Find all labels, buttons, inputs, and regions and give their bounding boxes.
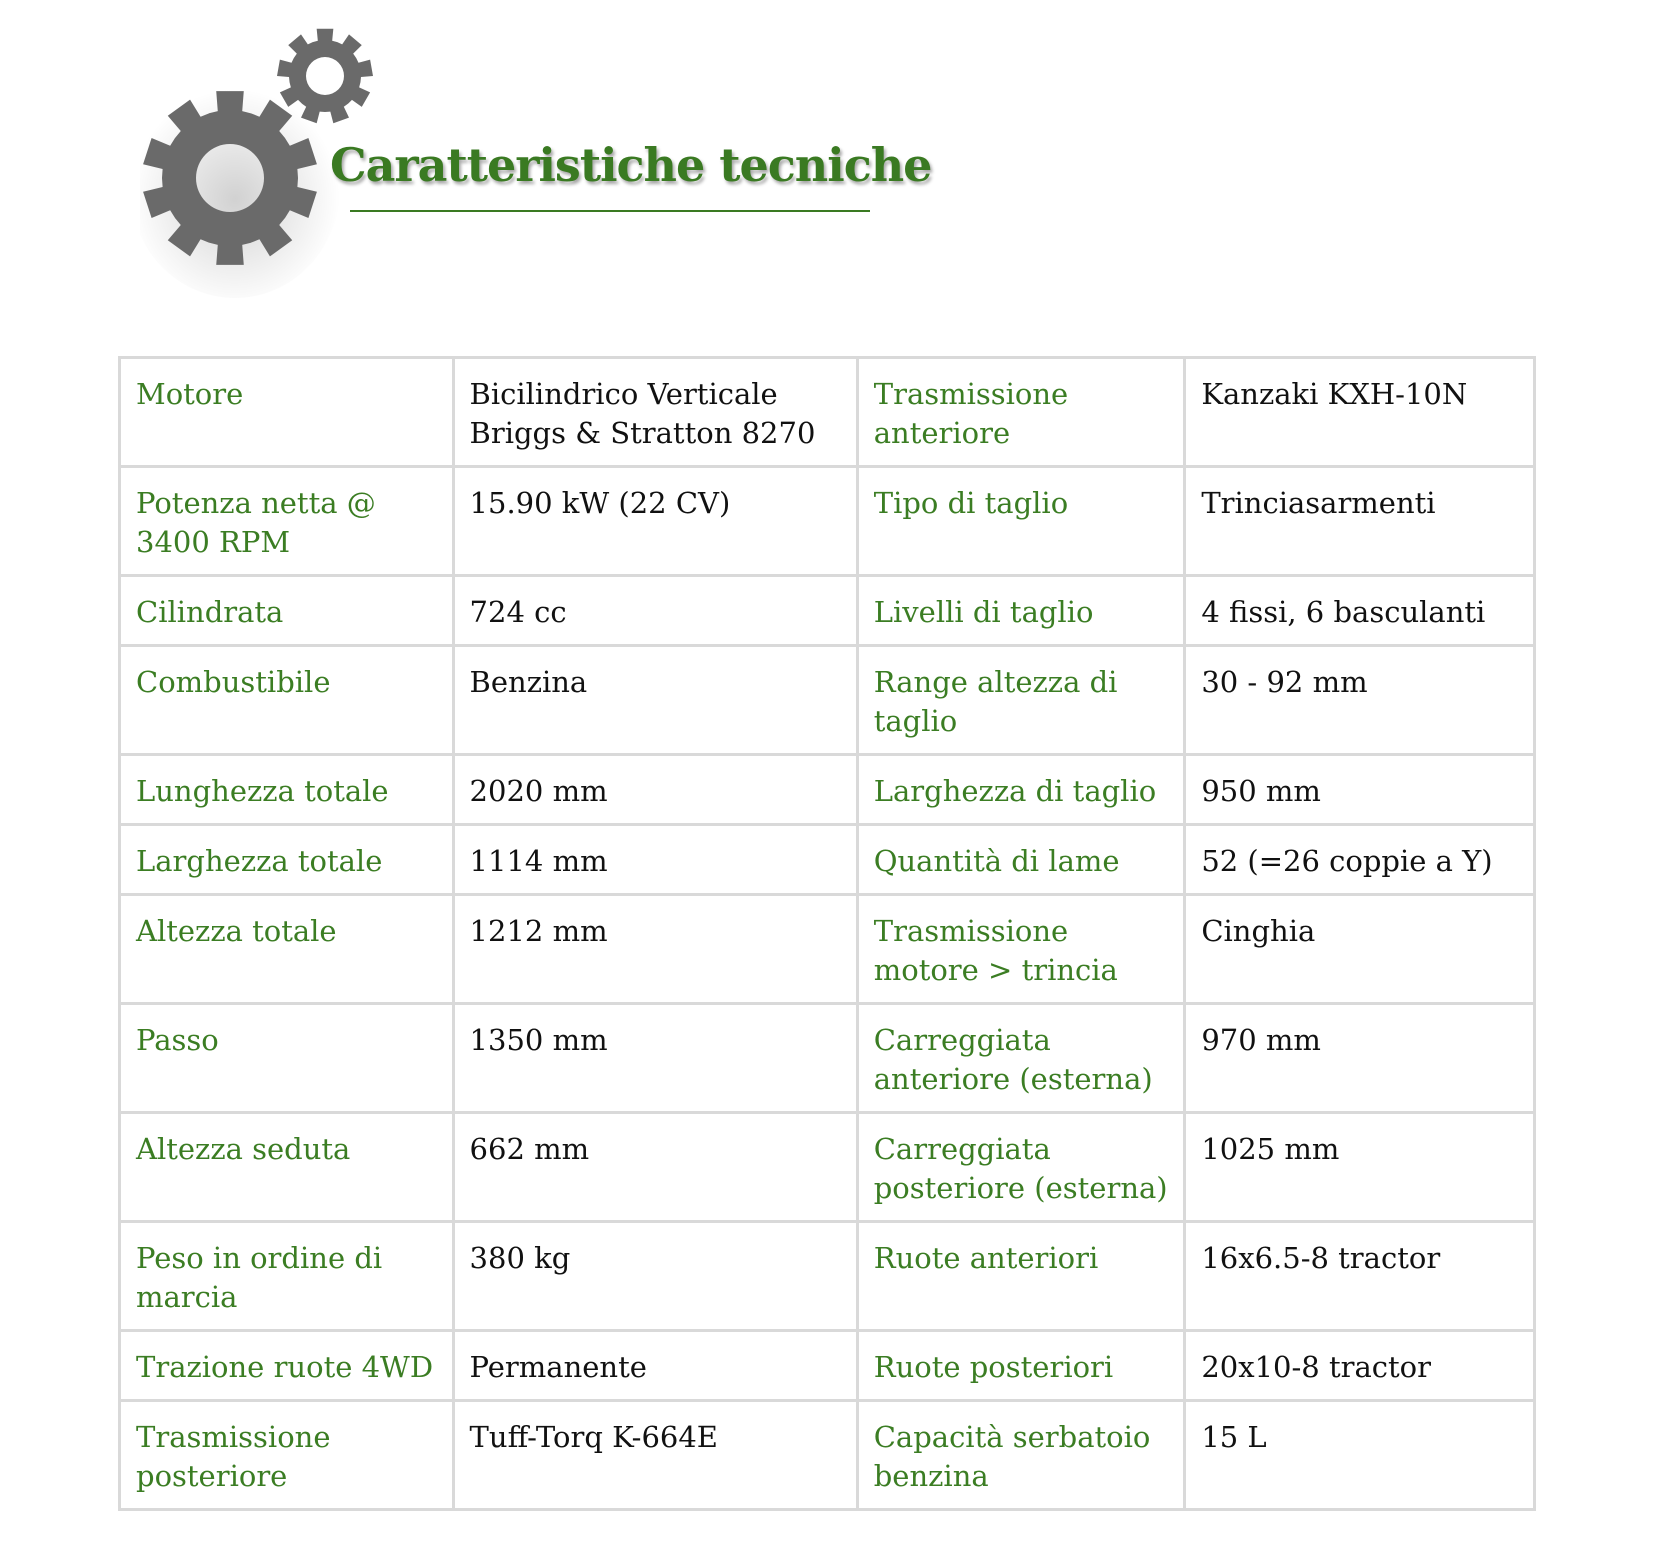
table-row <box>120 1222 1535 1331</box>
spec-table-body <box>120 358 1535 1510</box>
spec-label: Altezza seduta <box>120 1113 454 1222</box>
table-row <box>120 1331 1535 1401</box>
spec-value: 15 L <box>1185 1401 1535 1510</box>
spec-value: Bicilindrico Verticale Briggs & Stratton 8270 <box>453 358 857 467</box>
spec-label: Passo <box>120 1004 454 1113</box>
spec-value: 20x10-8 tractor <box>1185 1331 1535 1401</box>
spec-label: Peso in ordine di marcia <box>120 1222 454 1331</box>
spec-value: 1350 mm <box>453 1004 857 1113</box>
spec-value: 4 fissi, 6 basculanti <box>1185 576 1535 646</box>
header <box>140 28 932 298</box>
table-row <box>120 1113 1535 1222</box>
spec-label: Carreggiata posteriore (esterna) <box>857 1113 1185 1222</box>
spec-label: Lunghezza totale <box>120 755 454 825</box>
spec-value: 1114 mm <box>453 825 857 895</box>
title-underline <box>350 210 870 212</box>
table-row <box>120 646 1535 755</box>
spec-value: Kanzaki KXH-10N <box>1185 358 1535 467</box>
spec-value: Tuff-Torq K-664E <box>453 1401 857 1510</box>
spec-label: Ruote posteriori <box>857 1331 1185 1401</box>
spec-value: 2020 mm <box>453 755 857 825</box>
table-row <box>120 358 1535 467</box>
spec-label: Livelli di taglio <box>857 576 1185 646</box>
spec-label: Tipo di taglio <box>857 467 1185 576</box>
spec-value: 30 - 92 mm <box>1185 646 1535 755</box>
spec-label: Trasmissione anteriore <box>857 358 1185 467</box>
spec-value: Permanente <box>453 1331 857 1401</box>
spec-label: Larghezza totale <box>120 825 454 895</box>
spec-label: Combustibile <box>120 646 454 755</box>
spec-value: 970 mm <box>1185 1004 1535 1113</box>
table-row <box>120 1004 1535 1113</box>
table-row <box>120 467 1535 576</box>
table-row <box>120 1401 1535 1510</box>
spec-value: Cinghia <box>1185 895 1535 1004</box>
spec-label: Altezza totale <box>120 895 454 1004</box>
spec-value: 724 cc <box>453 576 857 646</box>
spec-value: Trinciasarmenti <box>1185 467 1535 576</box>
spec-value: 15.90 kW (22 CV) <box>453 467 857 576</box>
spec-label: Carreggiata anteriore (esterna) <box>857 1004 1185 1113</box>
spec-value: 1025 mm <box>1185 1113 1535 1222</box>
spec-value: 380 kg <box>453 1222 857 1331</box>
table-row <box>120 755 1535 825</box>
table-row <box>120 576 1535 646</box>
spec-label: Trasmissione motore > trincia <box>857 895 1185 1004</box>
spec-value: 1212 mm <box>453 895 857 1004</box>
spec-value: Benzina <box>453 646 857 755</box>
table-row <box>120 895 1535 1004</box>
spec-label: Larghezza di taglio <box>857 755 1185 825</box>
spec-value: 16x6.5-8 tractor <box>1185 1222 1535 1331</box>
spec-label: Capacità serbatoio benzina <box>857 1401 1185 1510</box>
page-title: Caratteristiche tecniche <box>330 138 932 192</box>
spec-label: Range altezza di taglio <box>857 646 1185 755</box>
spec-value: 950 mm <box>1185 755 1535 825</box>
spec-value: 662 mm <box>453 1113 857 1222</box>
spec-label: Motore <box>120 358 454 467</box>
spec-label: Cilindrata <box>120 576 454 646</box>
spec-table <box>118 356 1536 1511</box>
spec-label: Ruote anteriori <box>857 1222 1185 1331</box>
spec-label: Potenza netta @ 3400 RPM <box>120 467 454 576</box>
spec-label: Trasmissione posteriore <box>120 1401 454 1510</box>
spec-value: 52 (=26 coppie a Y) <box>1185 825 1535 895</box>
spec-label: Quantità di lame <box>857 825 1185 895</box>
table-row <box>120 825 1535 895</box>
spec-label: Trazione ruote 4WD <box>120 1331 454 1401</box>
